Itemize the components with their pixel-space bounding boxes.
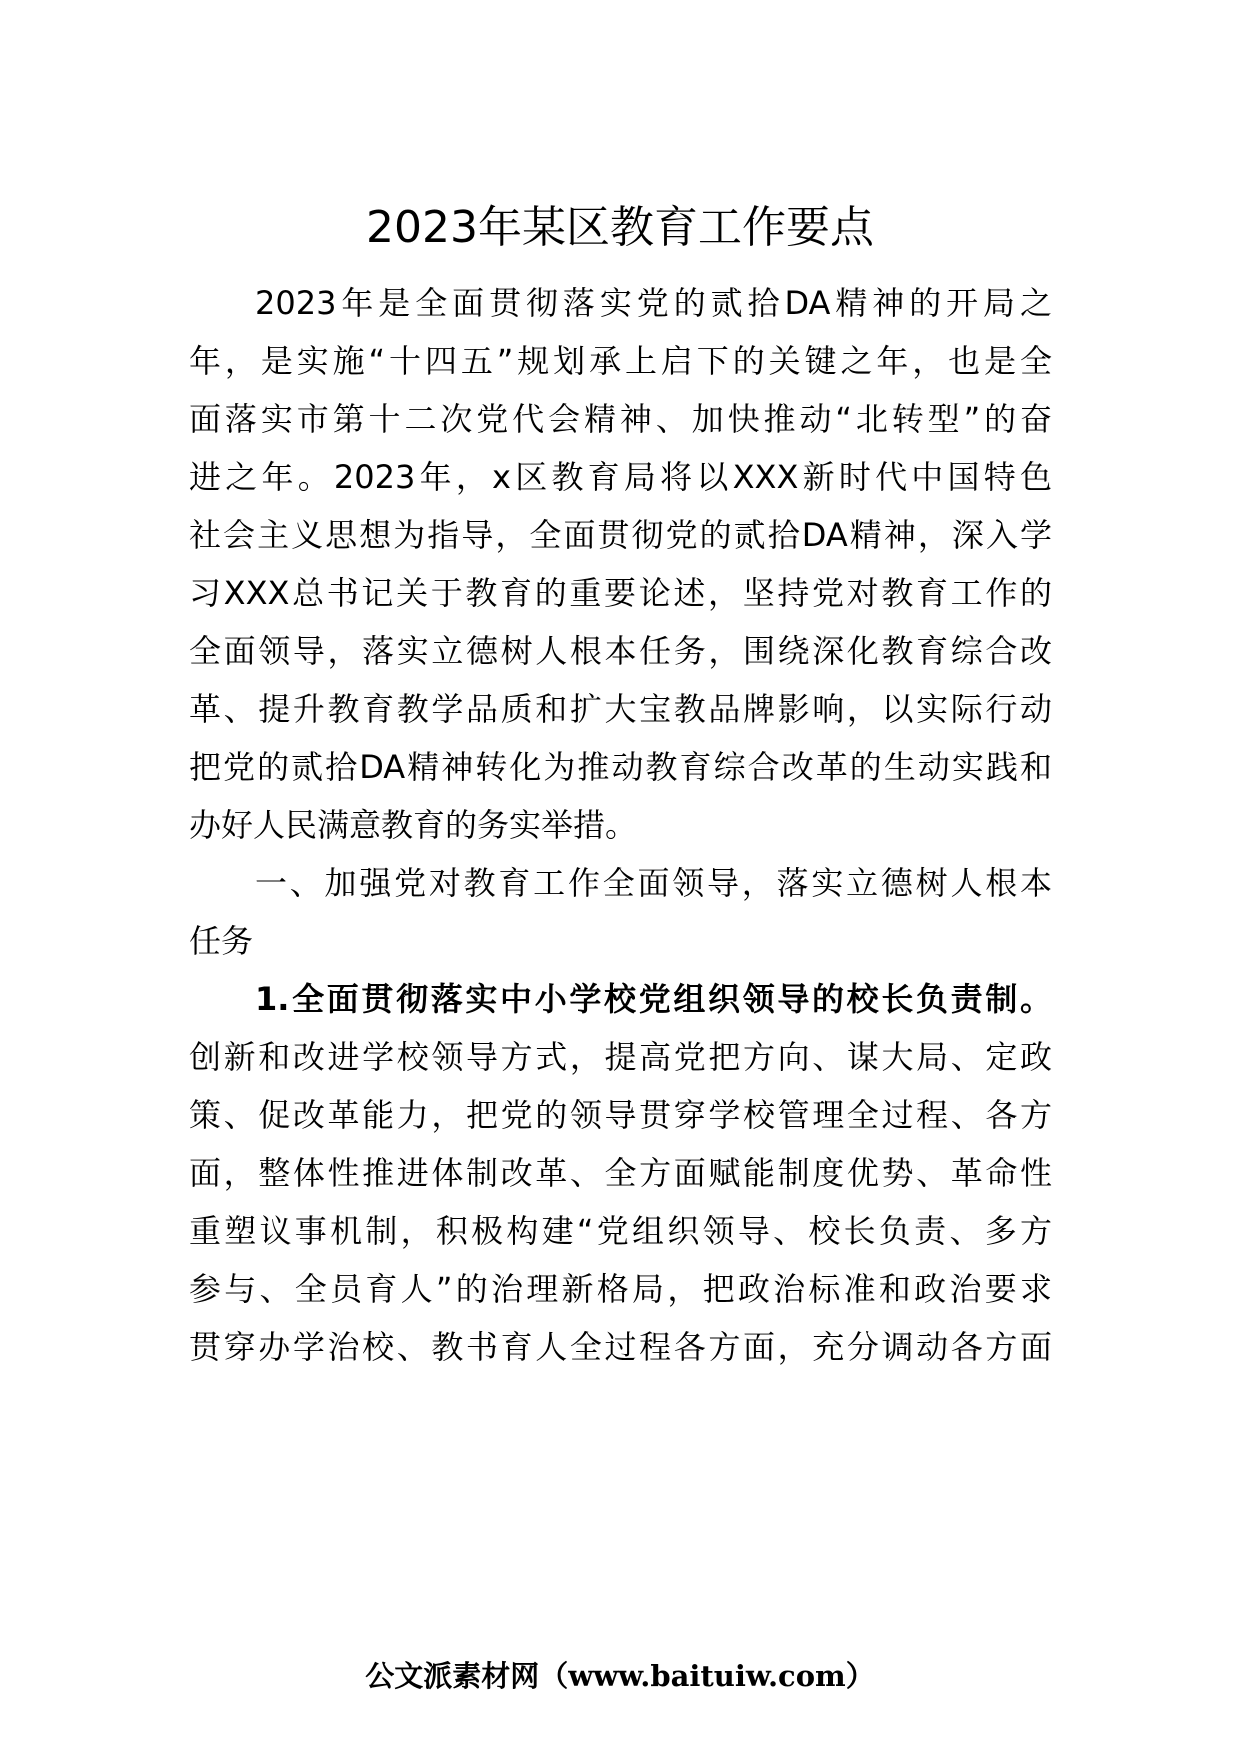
item-body-line: 策、促改革能力，把党的领导贯穿学校管理全过程、各方	[189, 1096, 1052, 1134]
intro-line: 面落实市第十二次党代会精神、加快推动“北转型”的奋	[189, 400, 1052, 438]
item-body-line: 面，整体性推进体制改革、全方面赋能制度优势、革命性	[189, 1154, 1052, 1192]
intro-line: 把党的贰拾DA精神转化为推动教育综合改革的生动实践和	[189, 748, 1052, 786]
intro-line: 2023年是全面贯彻落实党的贰拾DA精神的开局之	[255, 284, 1052, 322]
intro-line: 革、提升教育教学品质和扩大宝教品牌影响，以实际行动	[189, 690, 1052, 728]
item-body-line: 参与、全员育人”的治理新格局，把政治标准和政治要求	[189, 1270, 1052, 1308]
intro-line: 习XXX总书记关于教育的重要论述，坚持党对教育工作的	[189, 574, 1052, 612]
intro-line: 年，是实施“十四五”规划承上启下的关键之年，也是全	[189, 342, 1052, 380]
document-title: 2023年某区教育工作要点	[366, 202, 874, 253]
intro-line: 社会主义思想为指导，全面贯彻党的贰拾DA精神，深入学	[189, 516, 1052, 554]
item-heading: 1.全面贯彻落实中小学校党组织领导的校长负责制。	[255, 980, 1052, 1018]
intro-line: 进之年。2023年，x区教育局将以XXX新时代中国特色	[189, 458, 1052, 496]
item-body-line: 重塑议事机制，积极构建“党组织领导、校长负责、多方	[189, 1212, 1052, 1250]
section-heading: 任务	[189, 922, 254, 960]
footer-watermark: 公文派素材网（www.baituiw.com）	[365, 1659, 875, 1693]
intro-line: 办好人民满意教育的务实举措。	[189, 806, 638, 844]
intro-line: 全面领导，落实立德树人根本任务，围绕深化教育综合改	[189, 632, 1052, 670]
section-heading: 一、加强党对教育工作全面领导，落实立德树人根本	[255, 864, 1052, 902]
item-body-line: 贯穿办学治校、教书育人全过程各方面，充分调动各方面	[189, 1328, 1052, 1366]
item-body-line: 创新和改进学校领导方式，提高党把方向、谋大局、定政	[189, 1038, 1052, 1076]
